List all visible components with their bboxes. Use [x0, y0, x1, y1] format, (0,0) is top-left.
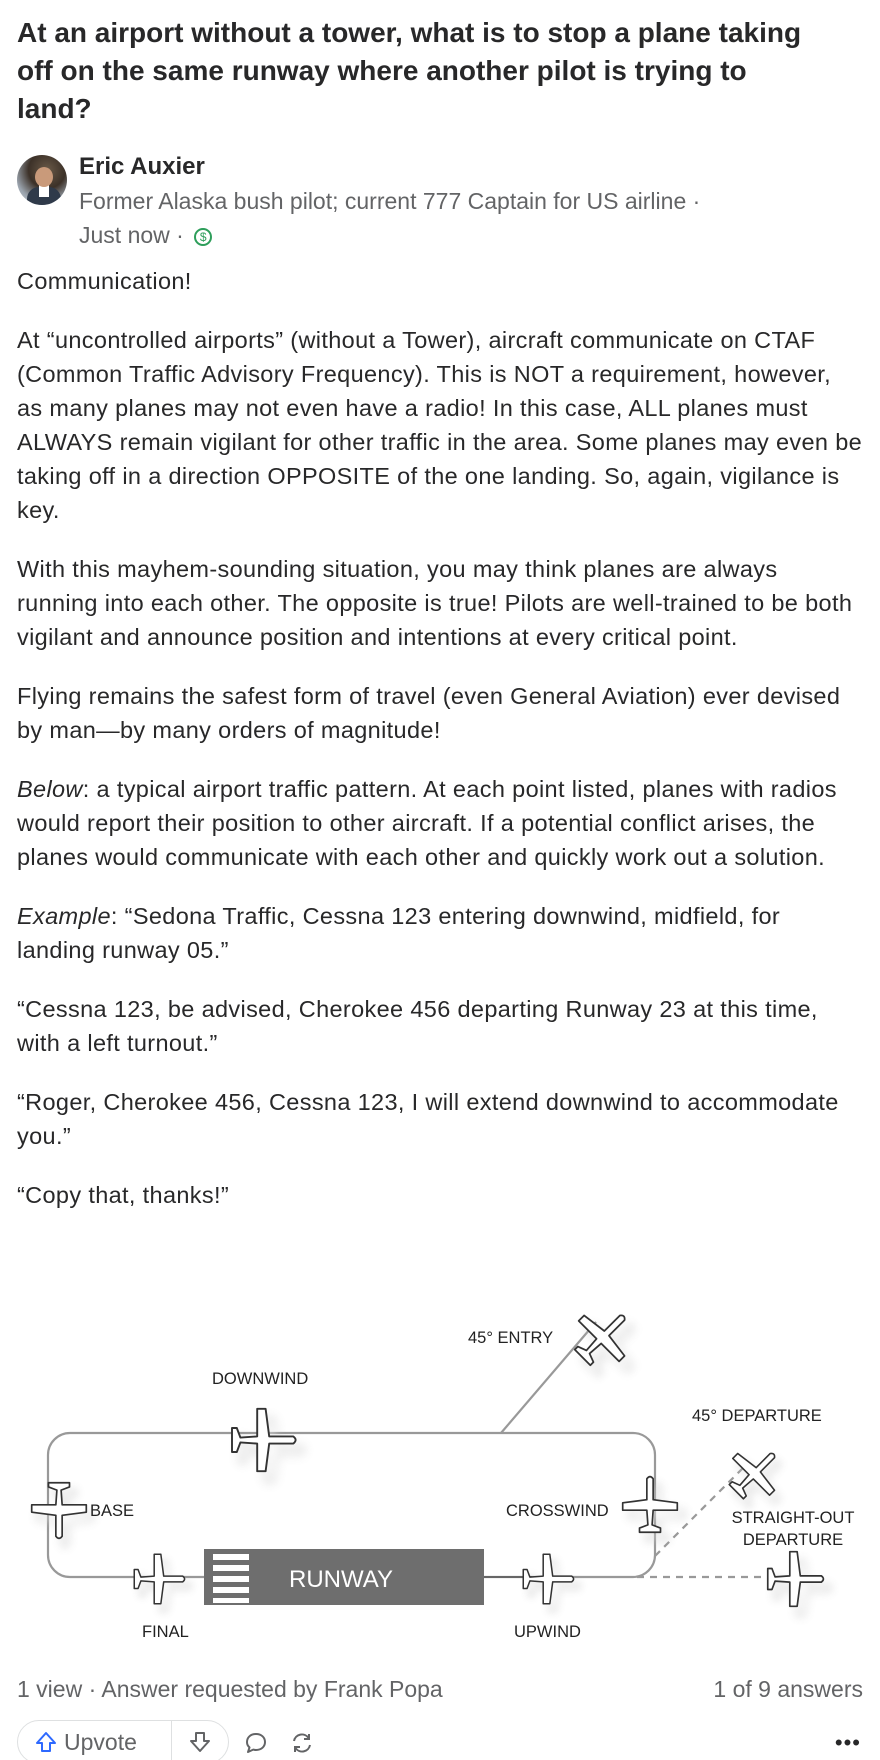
comment-icon[interactable] — [243, 1730, 269, 1756]
answer-timestamp[interactable]: Just now · — [79, 222, 184, 248]
answer-paragraph: “Cessna 123, be advised, Cherokee 456 departing Runway 23 at this time, with a left turnout.” — [17, 996, 818, 1056]
answer-paragraph: With this mayhem-sounding situation, you may think planes are always running into each other. The opposite is true! Pilots are well-trained to be both vigilant and announce position and intentions at every critical point. — [17, 556, 853, 650]
downvote-button[interactable] — [172, 1721, 228, 1760]
question-title[interactable]: At an airport without a tower, what is to stop a plane taking off on the same runway where another pilot is trying to land? — [17, 17, 802, 124]
dollar-icon: $ — [194, 228, 212, 246]
label-crosswind: CROSSWIND — [506, 1502, 609, 1520]
answer-paragraph: “Roger, Cherokee 456, Cessna 123, I will extend downwind to accommodate you.” — [17, 1089, 839, 1149]
label-45-entry: 45° ENTRY — [468, 1329, 554, 1347]
answer-paragraph — [17, 899, 863, 967]
label-downwind: DOWNWIND — [212, 1370, 309, 1388]
label-straight-out-departure: DEPARTURE — [742, 1531, 844, 1549]
upwind-plane-icon — [523, 1554, 573, 1603]
upvote-label: Upvote — [64, 1728, 137, 1755]
label-base: BASE — [90, 1502, 135, 1520]
more-options-icon[interactable]: ••• — [834, 1730, 861, 1755]
answer-paragraph: Communication! — [17, 268, 192, 294]
answer-paragraph: At “uncontrolled airports” (without a Tower), aircraft communicate on CTAF (Common Traffic Advisory Frequency). This is NOT a requirement, however, as many planes may not even have a radio! In this case, ALL planes must ALWAYS remain vigilant for other traffic in the area. Some planes may even be taking off in a direction OPPOSITE of the one landing. So, again, vigilance is key. — [17, 327, 863, 523]
share-icon[interactable] — [289, 1730, 315, 1756]
vote-group — [17, 1720, 229, 1760]
label-straight-out: STRAIGHT-OUT — [731, 1509, 855, 1527]
paragraph-text: : “Sedona Traffic, Cessna 123 entering downwind, midfield, for landing runway 05.” — [17, 903, 781, 963]
upvote-arrow-icon — [34, 1730, 58, 1754]
action-bar — [17, 1720, 863, 1760]
author-name[interactable]: Eric Auxier — [79, 153, 205, 180]
upvote-button[interactable] — [18, 1721, 172, 1760]
answer-index: 1 of 9 answers — [713, 1676, 863, 1702]
answer-body — [17, 264, 863, 1237]
final-plane-icon — [134, 1554, 184, 1603]
label-upwind: UPWIND — [514, 1623, 581, 1641]
traffic-pattern-diagram[interactable] — [12, 1292, 868, 1652]
emphasis-example: Example — [17, 903, 111, 929]
downvote-arrow-icon — [188, 1730, 212, 1754]
departure-45-plane-icon — [718, 1436, 792, 1510]
base-plane-icon — [32, 1483, 87, 1539]
answer-paragraph: “Copy that, thanks!” — [17, 1182, 230, 1208]
answer-meta — [79, 222, 212, 249]
answer-paragraph: Flying remains the safest form of travel (even General Aviation) ever devised by man—by many orders of magnitude! — [17, 683, 841, 743]
paragraph-text: : a typical airport traffic pattern. At each point listed, planes with radios would report their position to other aircraft. If a potential conflict arises, the planes would communicate with each other and quickly work out a solution. — [17, 776, 837, 870]
view-count[interactable]: 1 view · Answer requested by Frank Popa — [17, 1676, 443, 1702]
author-credential: Former Alaska bush pilot; current 777 Captain for US airline · — [79, 188, 701, 214]
crosswind-plane-icon — [623, 1477, 678, 1533]
author-avatar[interactable] — [17, 155, 67, 205]
label-45-departure: 45° DEPARTURE — [692, 1407, 822, 1425]
author-header — [17, 152, 863, 252]
answer-footer — [17, 1676, 863, 1706]
label-final: FINAL — [142, 1623, 189, 1641]
emphasis-below: Below — [17, 776, 83, 802]
runway-label: RUNWAY — [289, 1566, 393, 1593]
answer-paragraph — [17, 772, 863, 874]
